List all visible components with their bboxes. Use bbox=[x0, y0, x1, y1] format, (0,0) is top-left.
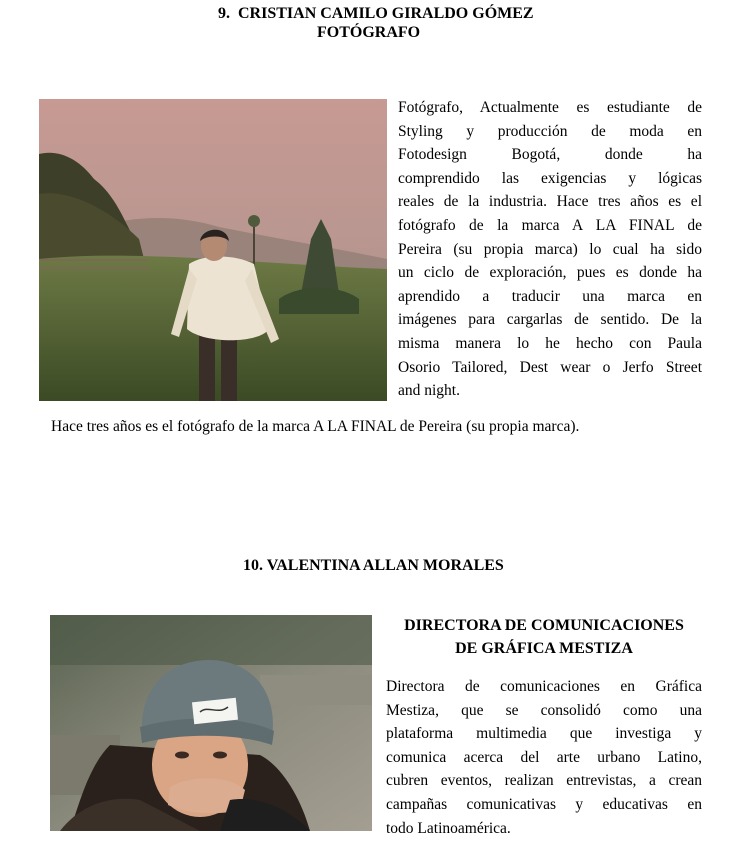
director-role bbox=[386, 616, 702, 658]
bio-line: Fotodesign Bogotá, donde ha bbox=[398, 146, 702, 164]
bio-line: Directora de comunicaciones en Gráfica bbox=[386, 678, 702, 695]
section-10-name: VALENTINA ALLAN MORALES bbox=[266, 557, 504, 574]
bio-line: Styling y producción de moda en bbox=[398, 122, 702, 140]
bio-line: cubren eventos, realizan entrevistas, a crean bbox=[386, 772, 702, 790]
bio-line: un ciclo de exploración, pues es donde ha bbox=[398, 264, 702, 282]
bio-line: plataforma multimedia que investiga y bbox=[386, 725, 702, 743]
director-role-line-2: DE GRÁFICA MESTIZA bbox=[455, 640, 633, 657]
bio-line: imágenes para cargarlas de sentido. De la bbox=[398, 311, 702, 329]
director-photo bbox=[50, 615, 372, 831]
section-9-number: 9. bbox=[218, 5, 230, 22]
bio-line: Pereira (su propia marca) lo cual ha sido bbox=[398, 240, 702, 258]
bio-line: aprendido a traducir una marca en bbox=[398, 287, 702, 305]
section-9-name: CRISTIAN CAMILO GIRALDO GÓMEZ bbox=[238, 5, 534, 22]
bio-line: campañas comunicativas y educativas en bbox=[386, 795, 702, 813]
bio-line: reales de la industria. Hace tres años es el bbox=[398, 193, 702, 211]
director-bio bbox=[386, 675, 702, 840]
bio-line: fotógrafo de la marca A LA FINAL de bbox=[398, 216, 702, 234]
bio-line: comprendido las exigencias y lógicas bbox=[398, 169, 702, 187]
director-role-line-1: DIRECTORA DE COMUNICACIONES bbox=[404, 617, 684, 634]
bio-line: misma manera lo he hecho con Paula bbox=[398, 334, 702, 352]
photographer-bio bbox=[398, 96, 702, 403]
bio-line: Osorio Tailored, Dest wear o Jerfo Street bbox=[398, 358, 702, 376]
photographer-photo bbox=[39, 99, 387, 401]
section-9-title bbox=[218, 4, 534, 23]
section-9-role: FOTÓGRAFO bbox=[317, 24, 421, 41]
section-10-number: 10. bbox=[243, 557, 263, 574]
photographer-summary: Hace tres años es el fotógrafo de la marca A LA FINAL de Pereira (su propia marca). bbox=[51, 418, 580, 435]
bio-line: Fotógrafo, Actualmente es estudiante de bbox=[398, 99, 702, 116]
bio-line: Mestiza, que se consolidó como una bbox=[386, 701, 702, 719]
bio-line: comunica acerca del arte urbano Latino, bbox=[386, 748, 702, 766]
bio-line: and night. bbox=[398, 382, 460, 400]
bio-line: todo Latinoamérica. bbox=[386, 819, 511, 837]
section-10-title bbox=[243, 556, 504, 575]
